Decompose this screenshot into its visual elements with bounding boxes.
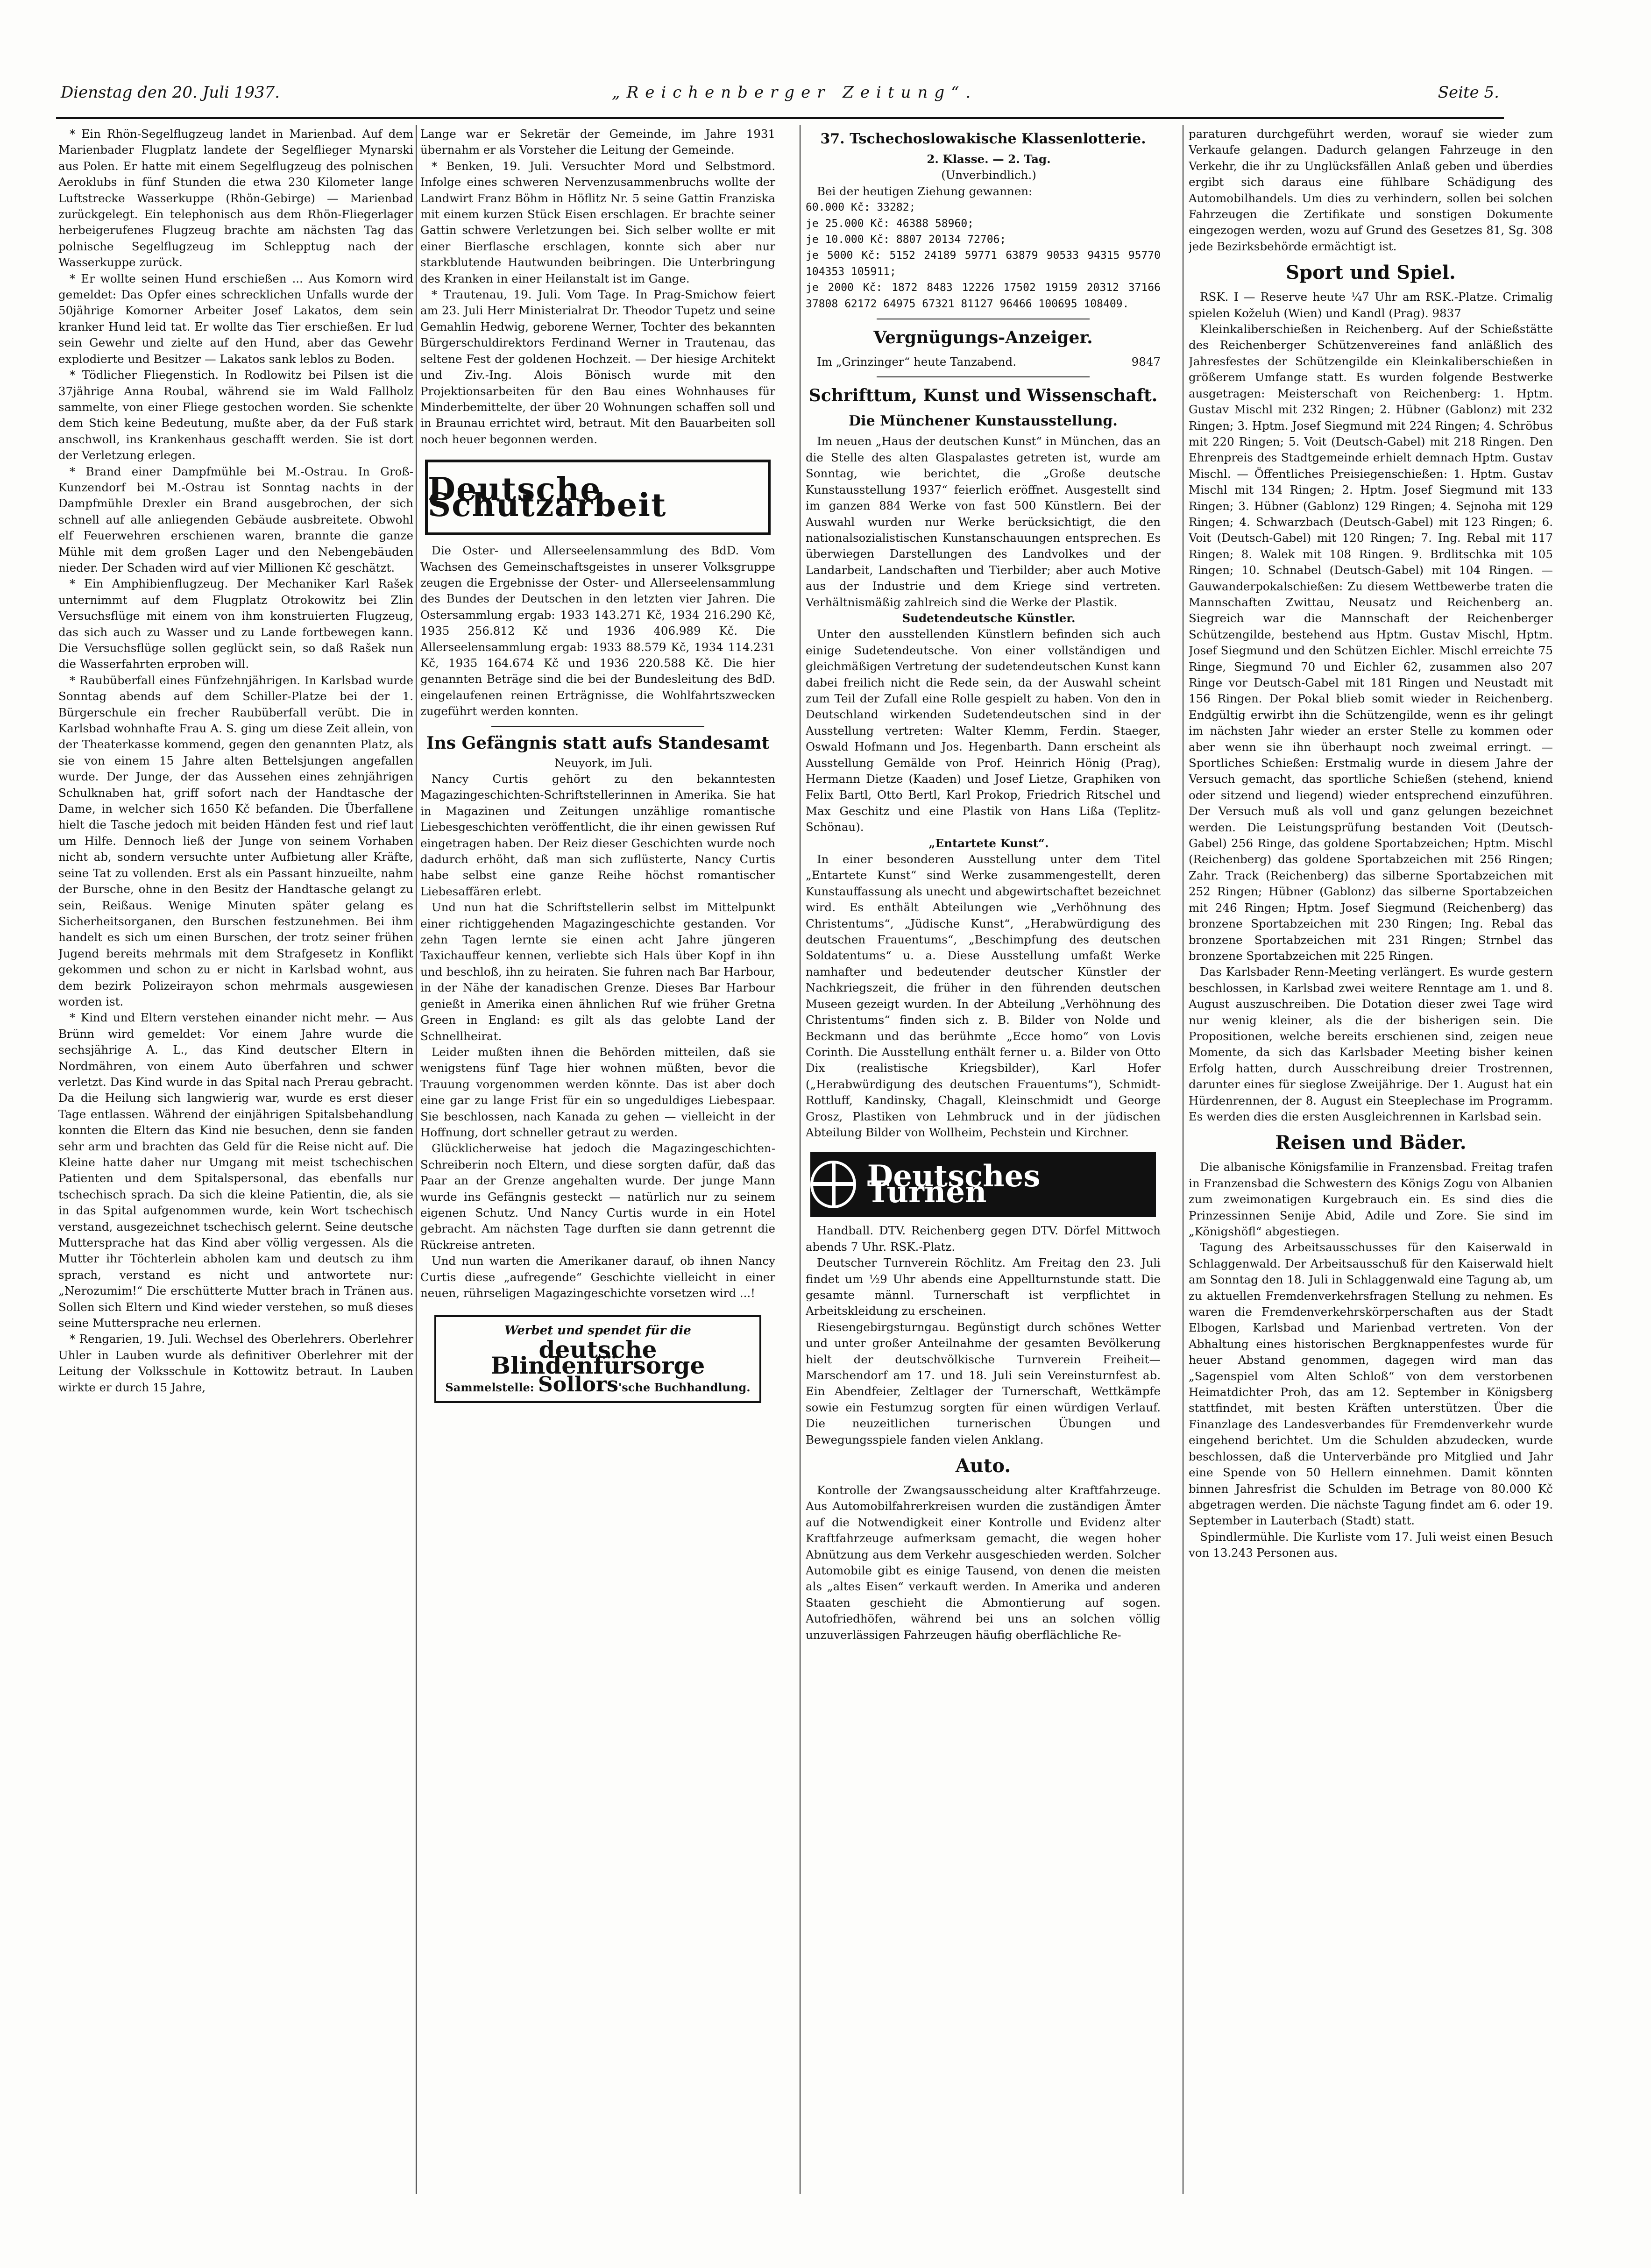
article-rengarien: * Rengarien, 19. Juli. Wechsel des Oberlehrers. Oberlehrer Uhler in Lauben wurde als definitiver Oberlehrer mit der Leitung der Volksschule in Kottowitz betraut. In Lauben wirkte er durch 15 Jahre, (58, 1332, 413, 1394)
lotterie-line: je 5000 Kč: 5152 24189 59771 63879 90533 94315 95770 104353 105911; (806, 249, 1161, 278)
reisen-item: Spindlermühle. Die Kurliste vom 17. Juli weist einen Besuch von 13.243 Personen aus. (1189, 1530, 1553, 1560)
lotterie-line: je 10.000 Kč: 8807 20134 72706; (806, 234, 1006, 246)
article-paragraph: Glücklicherweise hat jedoch die Magazingeschichten-Schreiberin noch Eltern, und diese sorgten dafür, daß das Paar an der Grenze angehalten wurde. Der junge Mann wurde ins Gefängnis gesteckt — natürlich nur zu seinem eigenen Schutz. Und Nancy Curtis wurde in ein Hotel gebracht. Am nächsten Tage durften sie dann getrennt die Rückreise antreten. (420, 1141, 775, 1252)
article-paragraph: Und nun warten die Amerikaner darauf, ob ihnen Nancy Curtis diese „aufregende“ Geschichte vielleicht in einer neuen, rührseligen Magazingeschichte vorsetzen wird ...! (420, 1254, 775, 1300)
vergnuegung-entry (806, 354, 1161, 370)
lotterie-note: (Unverbindlich.) (941, 168, 1036, 182)
article-auto: Kontrolle der Zwangsausscheidung alter Kraftfahrzeuge. Aus Automobilfahrerkreisen wurden die zuständigen Ämter auf die Notwendigkeit einer Kontrolle und Evidenz alter Kraftfahrzeuge aufmerksam gemacht, die wegen hoher Abnützung aus dem Verkehr ausgeschieden werden. Solcher Automobile gibt es einige Tausend, von denen die meisten als „altes Eisen“ verkauft werden. In Amerika und anderen Staaten geschieht die Abmontierung auf sogen. Autofriedhöfen, während bei uns an solchen völlig unzuverlässigen Fahrzeugen häufig oberflächliche Re- (806, 1483, 1161, 1642)
lotterie-line: je 2000 Kč: 1872 8483 12226 17502 19159 20312 37166 37808 62172 64975 67321 81127 96466 100695 108409. (806, 282, 1161, 310)
section-title-kunst: Schrifttum, Kunst und Wissenschaft. (808, 386, 1158, 406)
article-continuation: Lange war er Sekretär der Gemeinde, im Jahre 1931 übernahm er als Vorsteher die Leitung der Gemeinde. (420, 127, 775, 157)
divider (877, 376, 1090, 377)
article-benken: * Benken, 19. Juli. Versuchter Mord und Selbstmord. Infolge eines schweren Nervenzusammenbruchs wollte der Landwirt Franz Böhm in Höflitz Nr. 5 seine Gattin Franziska mit einem kurzen Stück Eisen erschlagen. Er brachte seiner Gattin schwere Verletzungen bei. Sich selber wollte er mit einer Bierflasche erschlagen, konnte sich aber nur starkblutende Hautwunden beibringen. Die Unterbringung des Kranken in einer Heilanstalt ist im Gange. (420, 159, 775, 285)
reisen-item: Tagung des Arbeitsausschusses für den Kaiserwald in Schlaggenwald. Der Arbeitsausschuß für den Kaiserwald hielt am Sonntag den 18. Juli in Schlaggenwald eine Tagung ab, um zu aktuellen Fremdenverkehrsfragen Stellung zu nehmen. Es waren die Fremdenverkehrskörperschaften aus der Stadt Elbogen, Karlsbad und Marienbad vertreten. Von der Abhaltung eines historischen Bergknappenfestes wurde für heuer Abstand genommen, dagegen wird man das „Sagenspiel vom Alten Schloß“ von dem verstorbenen Heimatdichter Proh, das am 12. September in Königsberg stattfindet, mit besten Kräften unterstützen. Über die Finanzlage des Landesverbandes für Fremdenverkehr wurde eingehend berichtet. Um die Schulden abzudecken, wurde beschlossen, daß die Unterverbände pro Mitglied und Jahr eine Spende von 50 Hellern einnehmen. Damit könnten binnen Jahresfrist die Schulden im Betrage von 80.000 Kč abgetragen werden. Die nächste Tagung findet am 6. oder 19. September in Lauterbach (Stadt) statt. (1189, 1240, 1553, 1528)
article-fliegenstich: * Tödlicher Fliegenstich. In Rodlowitz bei Pilsen ist die 37jährige Anna Roubal, während sie im Wald Fallholz sammelte, von einer Fliege gestochen worden. Sie schenkte dem Stich keine Bedeutung, mußte aber, da der Fuß stark anschwoll, ins Krankenhaus geschafft werden. Sie ist dort der Verletzung erlegen. (58, 368, 413, 462)
ad-line-1: Werbet und spendet für die (504, 1324, 691, 1338)
subsection-sudetendeutsche: Sudetendeutsche Künstler. (902, 611, 1076, 625)
page-header (61, 83, 1499, 106)
lotterie-class: 2. Klasse. — 2. Tag. (927, 152, 1051, 166)
section-title-vergnuegung: Vergnügungs-Anzeiger. (873, 328, 1093, 348)
header-page-number: Seite 5. (1438, 83, 1499, 102)
turnen-item: Deutscher Turnverein Röchlitz. Am Freitag den 23. Juli findet um ½9 Uhr abends eine Appellturnstunde statt. Die gesamte männl. Turnerschaft ist verpflichtet in Arbeitskleidung zu erscheinen. (806, 1256, 1161, 1318)
section-title-lotterie: 37. Tschechoslowakische Klassenlotterie. (820, 131, 1146, 147)
vergnuegung-number: 9847 (1131, 355, 1161, 369)
turnen-item: Handball. DTV. Reichenberg gegen DTV. Dörfel Mittwoch abends 7 Uhr. RSK.-Platz. (806, 1224, 1161, 1254)
column-2 (420, 126, 775, 2195)
reisen-item: Die albanische Königsfamilie in Franzensbad. Freitag trafen in Franzensbad die Schwestern des Königs Zogu von Albanien zum zweimonatigen Kurgebrauch ein. Es sind dies die Prinzessinnen Senije Abid, Adile und Zore. Sie sind im „Königshöfl“ abgestiegen. (1189, 1160, 1553, 1238)
article-trautenau: * Trautenau, 19. Juli. Vom Tage. In Prag-Smichow feiert am 23. Juli Herr Ministerialrat Dr. Theodor Tupetz und seine Gemahlin Hedwig, geborene Werner, Tochter des bekannten Bürgerschuldirektors Ferdinand Werner in Trautenau, das seltene Fest der goldenen Hochzeit. — Der hiesige Architekt und Ziv.-Ing. Alois Bönisch wurde mit den Projektionsarbeiten für den Bau eines Wohnhauses für Minderbemittelte, der über 20 Wohnungen schaffen soll und in Braunau errichtet wird, betraut. Mit den Bauarbeiten soll noch heuer begonnen werden. (420, 288, 775, 446)
sport-item: Das Karlsbader Renn-Meeting verlängert. Es wurde gestern beschlossen, in Karlsbad zwei weitere Renntage am 1. und 8. August auszuschreiben. Die Dotation dieser zwei Tage wird nur wenig kleiner, als die der bisherigen sein. Die Propositionen, welche bereits erschienen sind, zeigen neue Momente, da sich das Karlsbader Meeting bisher keinen Erfolg hatten, durch Ausschreibung dreier Trostrennen, darunter eines für sieglose Zweijährige. Der 1. August hat ein Hürdenrennen, der 8. August ein Steeplechase im Programm. Es werden dies die ersten Ausgleichrennen in Karlsbad sein. (1189, 965, 1553, 1123)
sport-item: RSK. I — Reserve heute ¼7 Uhr am RSK.-Platze. Crimalig spielen Koželuh (Wien) und Kandl (Prag). 9837 (1189, 290, 1553, 320)
article-dampfmuehle: * Brand einer Dampfmühle bei M.-Ostrau. In Groß-Kunzendorf bei M.-Ostrau ist Sonntag nachts in der Dampfmühle Drexler ein Brand ausgebrochen, der sich schnell auf alle anliegenden Gebäude ausbreitete. Obwohl elf Feuerwehren erschienen waren, brannte die ganze Mühle mit dem großen Lager und den Nebengebäuden nieder. Der Schaden wird auf vier Millionen Kč geschätzt. (58, 464, 413, 574)
ad-shop-suffix: 'sche Buchhandlung. (618, 1380, 751, 1394)
sport-item: Kleinkaliberschießen in Reichenberg. Auf der Schießstätte des Reichenberger Schützenvereines fand anläßlich des Jahresfestes der Schützengilde ein Kleinkaliberschießen in größerem Umfange statt. Es wurden folgende Bestwerke ausgetragen: Meisterschaft von Reichenberg: 1. Hptm. Gustav Mischl mit 232 Ringen; 2. Hübner (Gablonz) mit 232 Ringen; 3. Hptm. Josef Siegmund mit 224 Ringen; 4. Schröbus mit 220 Ringen; 5. Voit (Deutsch-Gabel) mit 218 Ringen. Den Ehrenpreis des Stadtgemeinde erhielt demnach Hptm. Gustav Mischl. — Öffentliches Preisiegenschießen: 1. Hptm. Gustav Mischl mit 134 Ringen; 2. Hptm. Josef Siegmund mit 133 Ringen; 3. Hübner (Gablonz) 129 Ringen; 4. Sejnoha mit 129 Ringen; 4. Schwarzbach (Deutsch-Gabel) mit 123 Ringen; 6. Voit (Deutsch-Gabel) mit 120 Ringen; 7. Ing. Rebal mit 117 Ringen; 8. Walek mit 108 Ringen. 9. Brdlitschka mit 105 Ringen; 10. Schnabel (Deutsch-Gabel) mit 104 Ringen. — Gauwanderpokalschießen: Zu diesem Wettbewerbe traten die Mannschaften Zwittau, Neusatz und Reichenberg an. Siegreich war die Mannschaft der Reichenberger Schützengilde, bestehend aus Hptm. Gustav Mischl, Hptm. Josef Siegmund und den Schützen Eichler. Mischl erreichte 75 Ringe, Siegmund 70 und Eichler 62, zusammen also 207 Ringe vor Deutsch-Gabel mit 181 Ringen und Neustadt mit 156 Ringen. Der Pokal blieb somit wieder in Reichenberg. Endgültig erwirbt ihn die Schützengilde, wenn es ihr gelingt im nächsten Jahr wieder an erster Stelle zu kommen oder aber wenn sie ihn überhaupt noch zweimal erringt. — Sportliches Schießen: Erstmalig wurde in diesem Jahre der Versuch gemacht, das sportliche Schießen (stehend, kniend oder sitzend und liegend) wieder entsprechend einzuführen. Der Versuch muß als voll und ganz gelungen bezeichnet werden. Die Leistungsprüfung bestanden Voit (Deutsch-Gabel) 256 Ringe, das goldene Sportabzeichen; Hptm. Mischl (Reichenberg) das goldene Sportabzeichen mit 256 Ringen; Zahr. Track (Reichenberg) das silberne Sportabzeichen mit 252 Ringen; Hübner (Gablonz) das silberne Sportabzeichen mit 246 Ringen; Hptm. Josef Siegmund (Reichenberg) das bronzene Sportabzeichen mit 230 Ringen; Ing. Rebal das bronzene Sportabzeichen mit 231 Ringen; Strnbel das bronzene Sportabzeichen mit 225 Ringen. (1189, 322, 1553, 963)
article-oster-sammlung: Die Oster- und Allerseelensammlung des BdD. Vom Wachsen des Gemeinschaftsgeistes in unserer Volksgruppe zeugen die Ergebnisse der Oster- und Allerseelensammlung des Bundes der Deutschen in den letzten vier Jahren. Die Ostersammlung ergab: 1933 143.271 Kč, 1934 216.290 Kč, 1935 256.812 Kč und 1936 406.989 Kč. Die Allerseelensammlung ergab: 1933 88.579 Kč, 1934 114.231 Kč, 1935 164.674 Kč und 1936 220.588 Kč. Die hier genannten Beträge sind die bei der Bundesleitung des BdD. eingelaufenen reinen Erträgnisse, die Wohlfahrtszwecken zugeführt werden konnten. (420, 544, 775, 718)
ad-line-2: deutsche Blindenfürsorge (490, 1335, 705, 1380)
ad-shop-name: Sollors (538, 1372, 618, 1396)
advertisement-blindenfuersorge (434, 1315, 761, 1403)
article-dateline: Neuyork, im Juli. (554, 756, 653, 770)
section-title-turnen (810, 1152, 1156, 1217)
article-title-kunstausstellung: Die Münchener Kunstausstellung. (849, 413, 1118, 430)
article-paragraph: Und nun hat die Schriftstellerin selbst im Mittelpunkt einer richtiggehenden Magazingeschichte gestanden. Vor zehn Tagen lernte sie einen acht Jahre jüngeren Taxichauffeur kennen, verliebte sich Hals über Kopf in ihn und beschloß, ihn zu heiraten. Sie fuhren nach Bar Harbour, in der Nähe der kanadischen Grenze. Dieses Bar Harbour genießt in Amerika einen ähnlichen Ruf wie früher Gretna Green in England: es gilt als das gelobte Land der Schnellheirat. (420, 900, 775, 1043)
section-title-sport: Sport und Spiel. (1286, 262, 1456, 284)
article-hund: * Er wollte seinen Hund erschießen ... Aus Komorn wird gemeldet: Das Opfer eines schrecklichen Unfalls wurde der 50jährige Komorner Arbeiter Josef Lakatos, dem sein kranker Hund leid tat. Er wollte das Tier erschießen. Er lud sein Gewehr und zielte auf den Hund, aber das Gewehr explodierte und Besitzer — Lakatos sank leblos zu Boden. (58, 271, 413, 366)
lotterie-line: je 25.000 Kč: 46388 58960; (806, 217, 974, 230)
column-rule (800, 125, 801, 2194)
ad-line-3 (444, 1372, 752, 1396)
column-3 (806, 126, 1161, 2195)
section-title-auto: Auto. (955, 1455, 1011, 1477)
article-segelflugzeug: * Ein Rhön-Segelflugzeug landet in Marienbad. Auf dem Marienbader Flugplatz landete der Segelflieger Mynarski aus Polen. Er hatte mit einem Segelflugzeug des polnischen Aeroklubs in fünf Stunden die etwa 230 Kilometer lange Luftstrecke Wasserkuppe (Rhön-Gebirge) — Marienbad zurückgelegt. Ein telephonisch aus dem Rhön-Fliegerlager herbeigerufenes Flugzeug brachte am nächsten Tag das polnische Segelflugzeug im Schlepptug nach der Wasserkuppe zurück. (58, 127, 413, 269)
turnen-title-text: Deutsches Turnen (867, 1158, 1041, 1210)
lotterie-line: 60.000 Kč: 33282; (806, 201, 916, 214)
article-raubueberfall: * Raubüberfall eines Fünfzehnjährigen. In Karlsbad wurde Sonntag abends auf dem Schiller-Platze bei der 1. Bürgerschule ein frecher Raubüberfall verübt. Die in Karlsbad wohnhafte Frau A. S. ging um diese Zeit allein, von der Theaterkasse kommend, gegen den genannten Platz, als sie von einem 15 Jahre alten Bettelsjungen angefallen wurde. Der Junge, der das Aussehen eines zehnjährigen Schulknaben hat, griff sofort nach der Handtasche der Dame, in welcher sich 1650 Kč befanden. Die Überfallene hielt die Tasche jedoch mit beiden Händen fest und rief laut um Hilfe. Dennoch ließ der Junge von seinem Vorhaben nicht ab, sondern versuchte unter Aufbietung aller Kräfte, seine Tat zu vollenden. Erst als ein Passant hinzueilte, nahm der Bursche, ohne in den Besitz der Handtasche gelangt zu sein, Reißaus. Wenige Minuten später gelang es Sicherheitsorganen, den Burschen festzunehmen. Bei ihm handelt es sich um einen Burschen, der trotz seiner frühen Jugend bereits mehrmals mit dem Strafgesetz in Konflikt gekommen und schon zu er nicht in Karlsbad wohnt, aus dem bezirk Polizeirayon schon mehrmals ausgewiesen worden ist. (58, 673, 413, 1008)
header-rule (56, 117, 1504, 119)
subsection-entartete-kunst: „Entartete Kunst“. (928, 836, 1049, 850)
column-rule (416, 125, 417, 2194)
article-kind-eltern: * Kind und Eltern verstehen einander nicht mehr. — Aus Brünn wird gemeldet: Vor einem Jahre wurde die sechsjährige A. L., das Kind deutscher Eltern in Nordmähren, von einem Auto überfahren und schwer verletzt. Das Kind wurde in das Spital nach Prerau gebracht. Da die Heilung sich langwierig war, wurde es erst dieser Tage entlassen. Während der einjährigen Spitalsbehandlung konnten die Eltern das Kind nie besuchen, denn sie fanden sehr arm und brachten das Geld für die Reise nicht auf. Die Kleine hatte daher nur Umgang mit meist tschechischen Patienten und dem Spitalspersonal, das ebenfalls nur tschechisch sprach. Da sich die kleine Patientin, die, als sie in das Spital aufgenommen wurde, kein Wort tschechisch verstand, ausgezeichnet tschechisch gelernt. Seine deutsche Muttersprache hat das Kind aber völlig vergessen. Als die Mutter ihr Töchterlein abholen kam und deutsch zu ihm sprach, verstand es nicht und antwortete nur: „Nerozumim!“ Die erschütterte Mutter brach in Tränen aus. Sollen sich Eltern und Kind wieder verstehen, so muß dieses seine Muttersprache neu erlernen. (58, 1011, 413, 1330)
article-paragraph: In einer besonderen Ausstellung unter dem Titel „Entartete Kunst“ sind Werke zusammengestellt, deren Kunstauffassung als unecht und abgewirtschaftet bezeichnet wird. Es enthält Abteilungen wie „Verhöhnung des Christentums“, „Jüdische Kunst“, „Herabwürdigung des deutschen Frauentums“, „Beschimpfung des deutschen Soldatentums“ u. a. Diese Ausstellung umfaßt Werke namhafter und bedeutender deutscher Künstler der Nachkriegszeit, die früher in den führenden deutschen Museen gezeigt wurden. In der Abteilung „Verhöhnung des Christentums“ finden sich z. B. Bilder von Nolde und Beckmann und das berühmte „Ecce homo“ von Lovis Corinth. Die Ausstellung enthält ferner u. a. Bilder von Otto Dix (realistische Kriegsbilder), Karl Hofer („Herabwürdigung des deutschen Frauentums“), Schmidt-Rottluff, Kandinsky, Chagall, Kleinschmidt und George Grosz, Plastiken von Lehmbruck und in der jüdischen Abteilung Bilder von Wollheim, Pechstein und Kirchner. (806, 852, 1161, 1139)
header-masthead: „Reichenberger Zeitung“. (612, 83, 978, 102)
column-1 (58, 126, 413, 2195)
section-title-reisen: Reisen und Bäder. (1275, 1132, 1467, 1154)
section-title-schutzarbeit: Deutsche Schutzarbeit (425, 460, 771, 535)
article-paragraph: Im neuen „Haus der deutschen Kunst“ in München, das an die Stelle des alten Glaspalastes getreten ist, wurde am Sonntag, wie berichtet, die „Große deutsche Kunstausstellung 1937“ feierlich eröffnet. Ausgestellt sind im ganzen 884 Werke von fast 500 Künstlern. Bei der Auswahl wurden nur Werke berücksichtigt, die den nationalsozialistischen Kunstanschauungen entsprechen. Es überwiegen Darstellungen des Landvolkes und der Landarbeit, Landschaften und Tierbilder; aber auch Motive aus der Industrie und dem Kriege sind vertreten. Verhältnismäßig zahlreich sind die Werke der Plastik. (806, 434, 1161, 609)
ad-label: Sammelstelle: (445, 1380, 534, 1394)
article-title-gefaengnis: Ins Gefängnis statt aufs Standesamt (426, 733, 770, 753)
article-amphibienflugzeug: * Ein Amphibienflugzeug. Der Mechaniker Karl Rašek unternimmt auf dem Flugplatz Otrokowitz bei Zlin Versuchsflüge mit einem von ihm konstruierten Flugzeug, das sich auch zu Wasser und zu Lande fortbewegen kann. Die Versuchsflüge sollen geglückt sein, so daß Rašek nun die Wasserfahrten erproben will. (58, 577, 413, 671)
article-paragraph: Leider mußten ihnen die Behörden mitteilen, daß sie wenigstens fünf Tage hier wohnen müßten, bevor die Trauung vorgenommen werden könnte. Das ist aber doch eine gar zu lange Frist für ein so ungeduldiges Liebespaar. Sie beschlossen, nach Kanada zu gehen — vielleicht in der Hoffnung, dort schneller getraut zu werden. (420, 1045, 775, 1139)
divider (491, 726, 704, 727)
article-paragraph: Unter den ausstellenden Künstlern befinden sich auch einige Sudetendeutsche. Von einer vollständigen und gleichmäßigen Vertretung der sudetendeutschen Kunst kann dabei freilich nicht die Rede sein, da der Auswahl scheint zum Teil der Zufall eine Rolle gespielt zu haben. Von den in Deutschland wirkenden Sudetendeutschen sind in der Ausstellung vertreten: Walter Klemm, Ferdin. Staeger, Oswald Hofmann und Jos. Hegenbarth. Dann erscheint als Ausstellung Gemälde von Prof. Heinrich Hönig (Prag), Hermann Dietze (Kaaden) und Josef Lietze, Graphiken von Felix Bartl, Otto Bertl, Karl Prokop, Friedrich Ritschel und Max Geschitz und eine Plastik von Hans Lißa (Teplitz-Schönau). (806, 627, 1161, 834)
vergnuegung-text: Im „Grinzinger“ heute Tanzabend. (817, 355, 1016, 369)
lotterie-intro: Bei der heutigen Ziehung gewannen: (817, 184, 1033, 198)
article-continuation: paraturen durchgeführt werden, worauf sie wieder zum Verkaufe gelangen. Dadurch gelangen Fahrzeuge in den Verkehr, die ihr zu Unglücksfällen Anlaß geben und überdies ergibt sich daraus eine fühlbare Schädigung des Automobilhandels. Um dies zu verhindern, sollen bei solchen Fahrzeugen die Zertifikate und sonstigen Dokumente eingezogen werden, wozu auf Grund des Gesetzes 81, Sg. 308 jede Bezirksbehörde ermächtigt ist. (1189, 127, 1553, 253)
turnen-item: Riesengebirgsturngau. Begünstigt durch schönes Wetter und unter großer Anteilnahme der gesamten Bevölkerung hielt der deutschvölkische Turnverein Freiheit—Marschendorf am 17. und 18. Juli sein Vereinsturnfest ab. Ein Abendfeier, Zeltlager der Turnerschaft, Wettkämpfe sowie ein Festumzug sorgten für einen würdigen Verlauf. Die neuzeitlichen turnerischen Übungen und Bewegungsspiele fanden vielen Anklang. (806, 1320, 1161, 1446)
article-paragraph: Nancy Curtis gehört zu den bekanntesten Magazingeschichten-Schriftstellerinnen in Amerika. Sie hat in Magazinen und Zeitungen unzählige romantische Liebesgeschichten veröffentlicht, die ihr einen gewissen Ruf eingetragen haben. Der Reiz dieser Geschichten wurde noch dadurch erhöht, daß man sich zuflüsterte, Nancy Curtis habe selbst eine ganze Reihe höchst romantischer Liebesaffären erlebt. (420, 772, 775, 898)
header-date: Dienstag den 20. Juli 1937. (61, 83, 280, 102)
turner-cross-icon (810, 1161, 856, 1208)
column-4 (1189, 126, 1553, 2195)
